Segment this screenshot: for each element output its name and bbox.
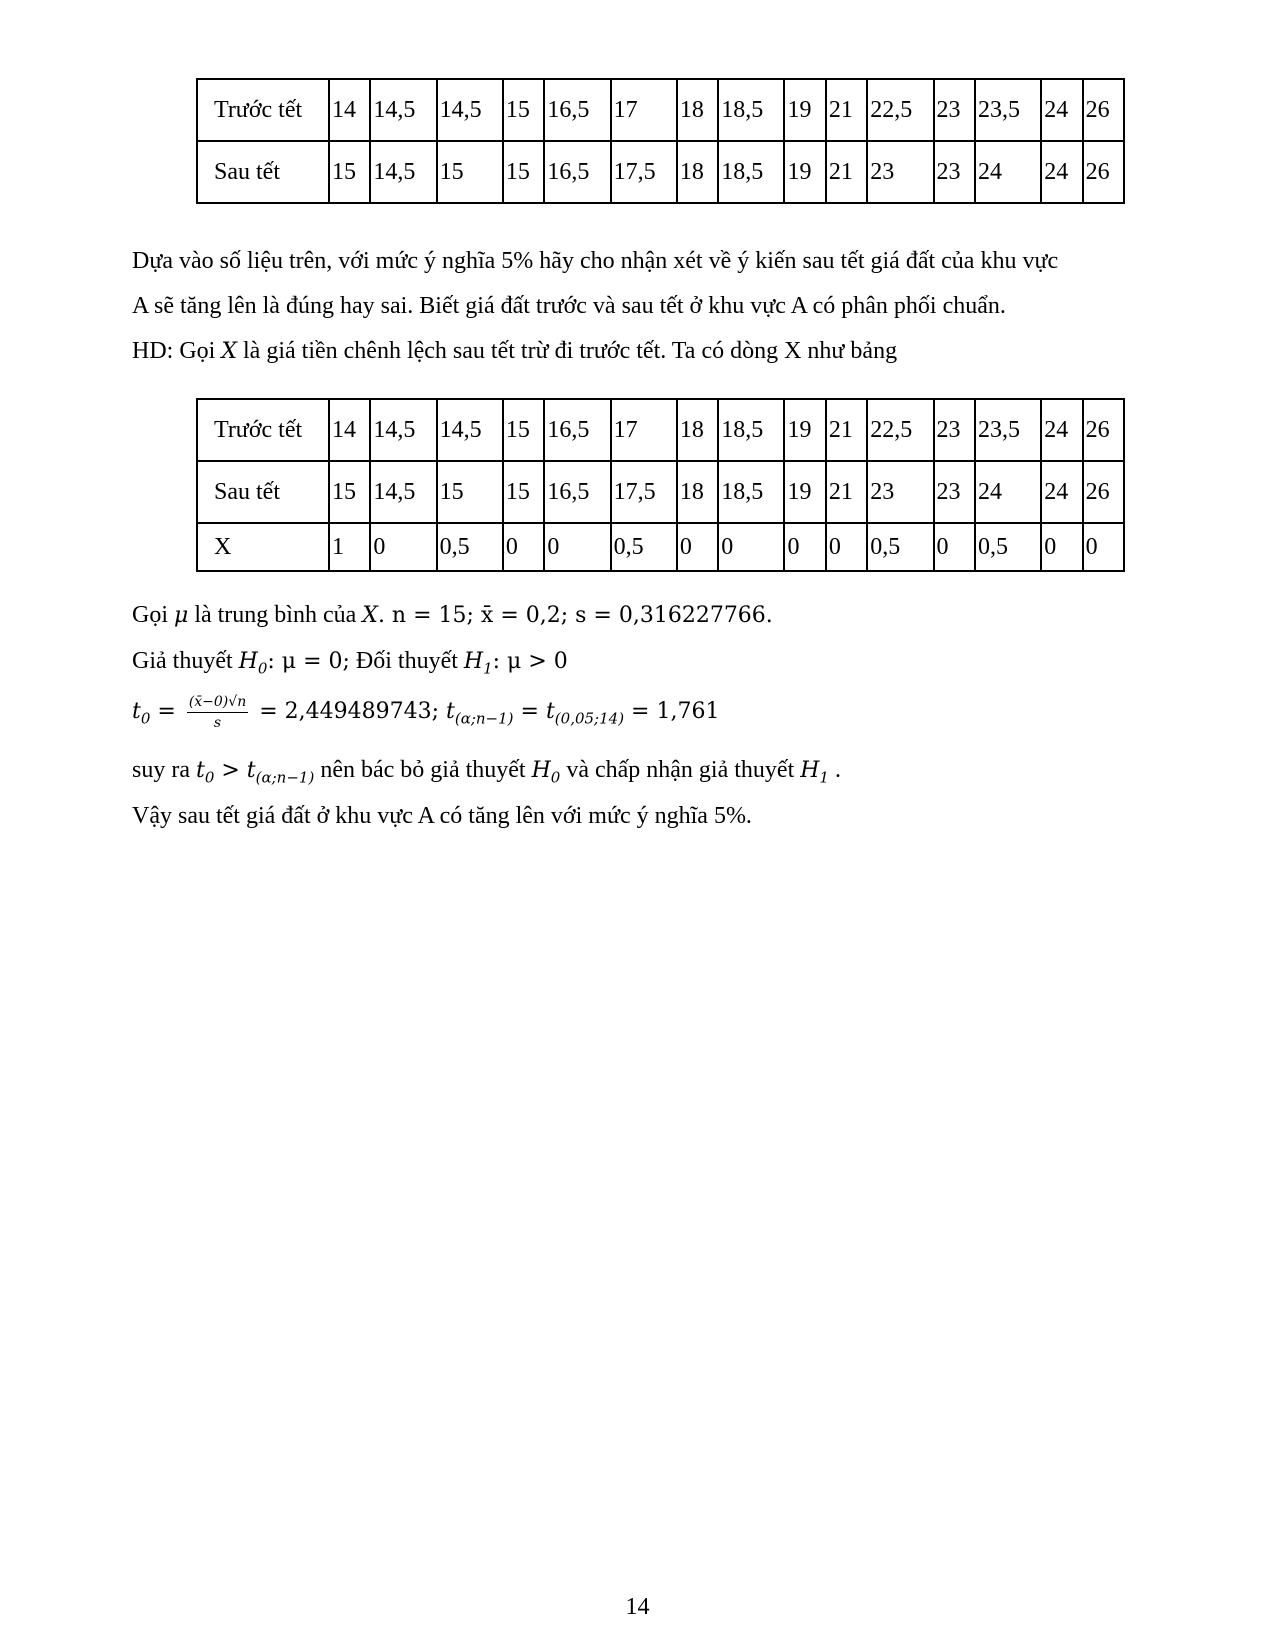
table-cell: 24 xyxy=(1041,399,1082,461)
test-statistic-line xyxy=(132,692,719,733)
table-cell: 21 xyxy=(826,461,867,523)
table-cell: 18 xyxy=(677,461,718,523)
table-cell: 0 xyxy=(784,523,825,571)
conclusion-line xyxy=(132,757,841,786)
t0-sub: 0 xyxy=(140,709,151,728)
table-cell: 18 xyxy=(677,141,718,203)
hypothesis-mid: Đối thuyết xyxy=(355,648,458,674)
table-cell: 15 xyxy=(503,79,544,141)
conclusion-h1-sub: 1 xyxy=(819,768,829,787)
table-cell: 24 xyxy=(1041,461,1082,523)
table-cell: 16,5 xyxy=(544,399,610,461)
t0-symbol xyxy=(132,699,151,728)
table-cell: 0,5 xyxy=(611,523,677,571)
t0-value: = 2,449489743; xyxy=(252,699,447,725)
table-cell: 0 xyxy=(544,523,610,571)
price-difference-table xyxy=(196,398,1125,572)
t-critical-symbol xyxy=(446,699,514,728)
table-cell: 0 xyxy=(934,523,975,571)
t-table-letter: t xyxy=(545,699,555,725)
t-table-symbol xyxy=(545,699,625,728)
conclusion-t-critical xyxy=(246,758,315,787)
table-cell: 23 xyxy=(867,141,933,203)
conclusion-h1-letter: H xyxy=(800,758,820,783)
mu-symbol: μ xyxy=(174,603,189,628)
row-label: Sau tết xyxy=(197,461,329,523)
paragraph-line-1: Dựa vào số liệu trên, với mức ý nghĩa 5% hãy cho nhận xét về ý kiến sau tết giá đất của khu vực xyxy=(132,248,1059,274)
table-row xyxy=(197,523,1124,571)
conclusion-prefix: suy ra xyxy=(132,757,190,783)
t0-letter: t xyxy=(132,699,141,725)
hint-line xyxy=(132,338,897,365)
table-row xyxy=(197,79,1124,141)
t0-fraction xyxy=(187,692,248,733)
h1-sub: 1 xyxy=(483,659,493,678)
paragraph-line-2: A sẽ tăng lên là đúng hay sai. Biết giá đất trước và sau tết ở khu vực A có phân phối chuẩn. xyxy=(132,293,1006,319)
table-cell: 17 xyxy=(611,399,677,461)
greater-than: > xyxy=(214,758,247,783)
fraction-denominator: s xyxy=(213,715,222,731)
conclusion-t0 xyxy=(195,758,215,787)
fraction-numerator: (x̄−0)√n xyxy=(187,692,248,713)
table-cell: 0 xyxy=(370,523,436,571)
conclusion-mid: nên bác bỏ giả thuyết xyxy=(320,757,526,783)
table-cell: 21 xyxy=(826,399,867,461)
table-cell: 0,5 xyxy=(975,523,1041,571)
table-cell: 16,5 xyxy=(544,141,610,203)
table-cell: 26 xyxy=(1083,79,1124,141)
h0-expression: : μ = 0; xyxy=(267,649,350,674)
table-cell: 0 xyxy=(1041,523,1082,571)
table-cell: 14,5 xyxy=(437,399,503,461)
table-cell: 23 xyxy=(934,399,975,461)
table-cell: 26 xyxy=(1083,461,1124,523)
equals-sign: = xyxy=(150,699,183,725)
table-cell: 19 xyxy=(784,141,825,203)
table-cell: 15 xyxy=(437,141,503,203)
hypothesis-line xyxy=(132,648,568,677)
table-cell: 26 xyxy=(1083,141,1124,203)
table-cell: 14,5 xyxy=(370,399,436,461)
table-cell: 23 xyxy=(934,461,975,523)
table-cell: 18,5 xyxy=(718,461,784,523)
table-cell: 21 xyxy=(826,79,867,141)
t-table-sub: (0,05;14) xyxy=(554,709,625,728)
conclusion-h0-sub: 0 xyxy=(550,768,561,787)
table-row xyxy=(197,141,1124,203)
table-cell: 23,5 xyxy=(975,399,1041,461)
table-cell: 18,5 xyxy=(718,141,784,203)
t-critical-letter: t xyxy=(446,699,455,725)
conclusion-t-sub: (α;n−1) xyxy=(255,768,315,787)
final-conclusion: Vậy sau tết giá đất ở khu vực A có tăng lên với mức ý nghĩa 5%. xyxy=(132,803,752,829)
hint-variable: X xyxy=(221,339,238,364)
table-cell: 15 xyxy=(329,461,370,523)
conclusion-h0 xyxy=(531,758,561,787)
table-cell: 15 xyxy=(503,399,544,461)
h0-letter: H xyxy=(238,649,258,674)
table-cell: 17,5 xyxy=(611,461,677,523)
table-cell: 14,5 xyxy=(370,79,436,141)
table-cell: 0 xyxy=(503,523,544,571)
table-cell: 23 xyxy=(934,141,975,203)
table-cell: 23,5 xyxy=(975,79,1041,141)
t-critical-eq: = xyxy=(513,699,546,725)
hint-text: là giá tiền chênh lệch sau tết trừ đi trước tết. Ta có dòng X như bảng xyxy=(243,338,898,364)
table-cell: 0 xyxy=(718,523,784,571)
h0-sub: 0 xyxy=(257,659,268,678)
table-cell: 14 xyxy=(329,399,370,461)
table-cell: 14,5 xyxy=(370,461,436,523)
conclusion-end: . xyxy=(828,757,841,783)
conclusion-t0-sub: 0 xyxy=(204,768,215,787)
page-number: 14 xyxy=(625,1594,650,1620)
table-cell: 22,5 xyxy=(867,79,933,141)
table-cell: 22,5 xyxy=(867,399,933,461)
row-label: Trước tết xyxy=(197,399,329,461)
table2-body xyxy=(197,399,1124,571)
table-cell: 0 xyxy=(677,523,718,571)
table-cell: 19 xyxy=(784,461,825,523)
table-cell: 14 xyxy=(329,79,370,141)
conclusion-h1 xyxy=(800,758,829,787)
table1-body xyxy=(197,79,1124,203)
table-cell: 18 xyxy=(677,79,718,141)
table-cell: 15 xyxy=(503,461,544,523)
row-label: X xyxy=(197,523,329,571)
conclusion-t-letter: t xyxy=(246,758,256,783)
table-cell: 23 xyxy=(867,461,933,523)
mean-prefix: Gọi xyxy=(132,602,168,628)
table-cell: 24 xyxy=(1041,79,1082,141)
table-cell: 0 xyxy=(1083,523,1124,571)
table-cell: 15 xyxy=(437,461,503,523)
table-cell: 0 xyxy=(826,523,867,571)
table-cell: 24 xyxy=(975,461,1041,523)
table-cell: 0,5 xyxy=(867,523,933,571)
sample-stats: . n = 15; x̄ = 0,2; s = 0,316227766. xyxy=(377,603,773,628)
table-cell: 1 xyxy=(329,523,370,571)
table-cell: 15 xyxy=(329,141,370,203)
row-label: Sau tết xyxy=(197,141,329,203)
row-label: Trước tết xyxy=(197,79,329,141)
table-cell: 18,5 xyxy=(718,399,784,461)
x-symbol: X xyxy=(362,603,378,628)
table-cell: 17,5 xyxy=(611,141,677,203)
table-cell: 24 xyxy=(1041,141,1082,203)
table-cell: 26 xyxy=(1083,399,1124,461)
table-cell: 19 xyxy=(784,399,825,461)
hint-prefix: HD: Gọi xyxy=(132,338,216,364)
hypothesis-prefix: Giả thuyết xyxy=(132,648,233,674)
conclusion-mid2: và chấp nhận giả thuyết xyxy=(566,757,795,783)
table-cell: 18 xyxy=(677,399,718,461)
mean-line xyxy=(132,602,773,629)
table-cell: 23 xyxy=(934,79,975,141)
h1-symbol xyxy=(463,649,493,678)
mean-mid: là trung bình của xyxy=(194,602,357,628)
table-cell: 24 xyxy=(975,141,1041,203)
table-cell: 21 xyxy=(826,141,867,203)
table-row xyxy=(197,461,1124,523)
table-cell: 16,5 xyxy=(544,461,610,523)
price-table-before-after xyxy=(196,78,1125,204)
h0-symbol xyxy=(238,649,268,678)
h1-letter: H xyxy=(463,649,484,674)
table-cell: 14,5 xyxy=(370,141,436,203)
table-cell: 18,5 xyxy=(718,79,784,141)
table-cell: 14,5 xyxy=(437,79,503,141)
table-cell: 15 xyxy=(503,141,544,203)
t-table-value: = 1,761 xyxy=(624,699,720,725)
table-cell: 0,5 xyxy=(437,523,503,571)
table-cell: 19 xyxy=(784,79,825,141)
table-cell: 16,5 xyxy=(544,79,610,141)
table-row xyxy=(197,399,1124,461)
t-critical-sub: (α;n−1) xyxy=(454,709,514,728)
table-cell: 17 xyxy=(611,79,677,141)
conclusion-h0-letter: H xyxy=(531,758,551,783)
conclusion-t0-letter: t xyxy=(195,758,205,783)
h1-expression: : μ > 0 xyxy=(492,649,568,674)
